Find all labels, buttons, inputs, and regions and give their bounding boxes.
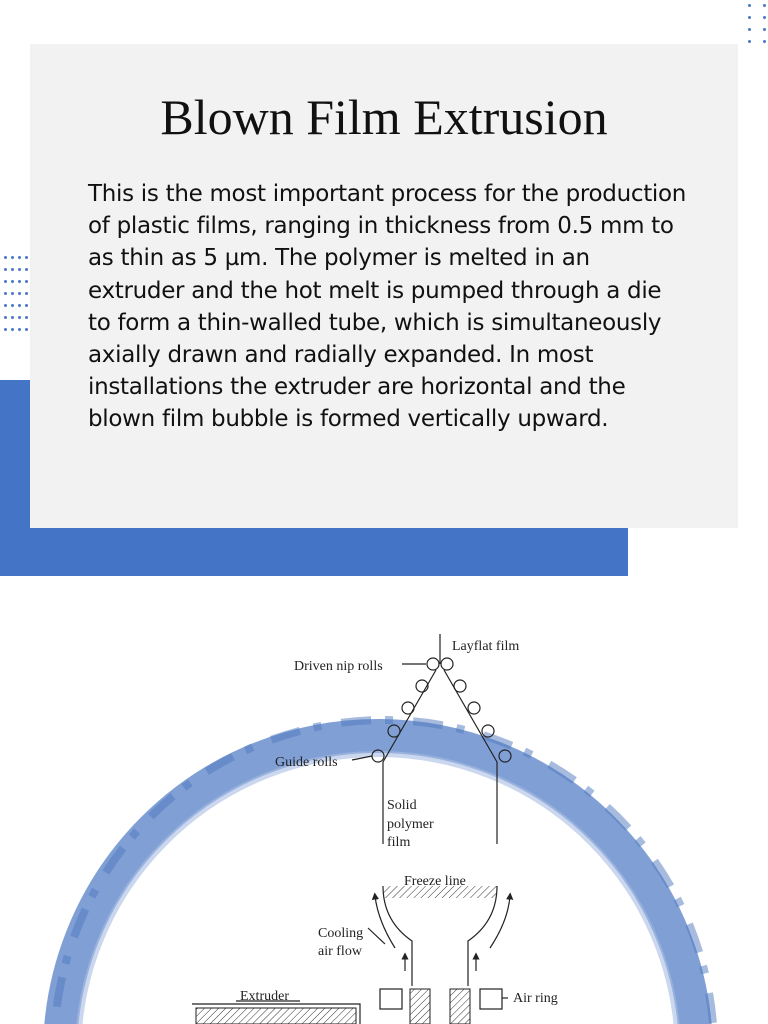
- label-solid: Solid: [387, 798, 417, 813]
- painted-ring-frame: [54, 720, 714, 1024]
- label-film: film: [387, 835, 411, 850]
- label-extruder: Extruder: [240, 989, 289, 1004]
- die-left: [410, 989, 430, 1024]
- label-driven-nip-rolls: Driven nip rolls: [294, 659, 383, 674]
- decorative-dots-top: [748, 4, 766, 43]
- extruder-body: [196, 1008, 356, 1024]
- slide-title: Blown Film Extrusion: [160, 89, 608, 145]
- label-air-ring: Air ring: [513, 991, 558, 1006]
- die-right: [450, 989, 470, 1024]
- label-layflat-film: Layflat film: [452, 639, 520, 654]
- blown-film-diagram: [0, 576, 768, 1024]
- nip-roll-left: [427, 658, 439, 670]
- label-cooling: Cooling: [318, 926, 364, 941]
- slide-body-text: This is the most important process for the production of plastic films, ranging in thickness from 0.5 mm to as thin as 5 µm. The polymer is melted in an extruder and the hot melt is pumped through a die to form a thin-walled tube, which is simultaneously axially drawn and radially expanded. In most installations the extruder are horizontal and the blown film bubble is formed vertically upward.: [88, 181, 687, 433]
- label-freeze-line: Freeze line: [404, 874, 466, 889]
- nip-roll-right: [441, 658, 453, 670]
- label-air-flow: air flow: [318, 944, 362, 959]
- label-polymer: polymer: [387, 817, 434, 832]
- label-guide-rolls: Guide rolls: [275, 755, 338, 770]
